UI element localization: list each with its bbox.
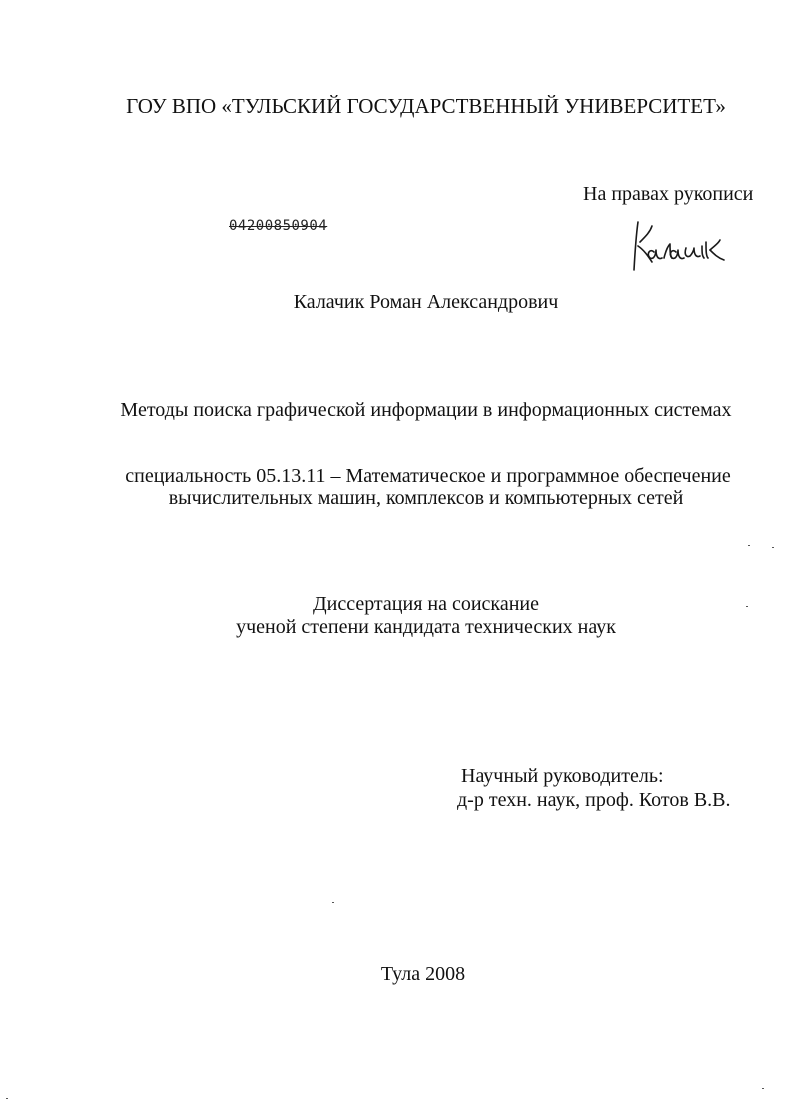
supervisor-name: д-р техн. наук, проф. Котов В.В. [457, 789, 731, 811]
author-signature [626, 212, 730, 278]
dissertation-title: Методы поиска графической информации в информационных системах [120, 399, 732, 421]
scan-speck [772, 547, 774, 548]
dissertation-degree-line-1: Диссертация на соискание [312, 593, 540, 615]
manuscript-note: На правах рукописи [583, 183, 754, 205]
scan-speck [6, 1098, 8, 1099]
city-year: Тула 2008 [380, 963, 466, 985]
scan-speck [762, 1088, 764, 1089]
registration-number: 04200850904 [229, 218, 328, 234]
author-name: Калачик Роман Александрович [293, 291, 559, 313]
specialty-line-1: специальность 05.13.11 – Математическое и программное обеспечение [125, 465, 731, 487]
scan-speck [748, 545, 750, 546]
scan-speck [746, 606, 748, 607]
specialty-line-2: вычислительных машин, комплексов и компьютерных сетей [168, 487, 684, 509]
university-header: ГОУ ВПО «ТУЛЬСКИЙ ГОСУДАРСТВЕННЫЙ УНИВЕРСИТЕТ» [126, 94, 726, 118]
supervisor-label: Научный руководитель: [461, 765, 664, 787]
scan-speck [332, 902, 334, 903]
dissertation-degree-line-2: ученой степени кандидата технических наук [236, 616, 616, 638]
